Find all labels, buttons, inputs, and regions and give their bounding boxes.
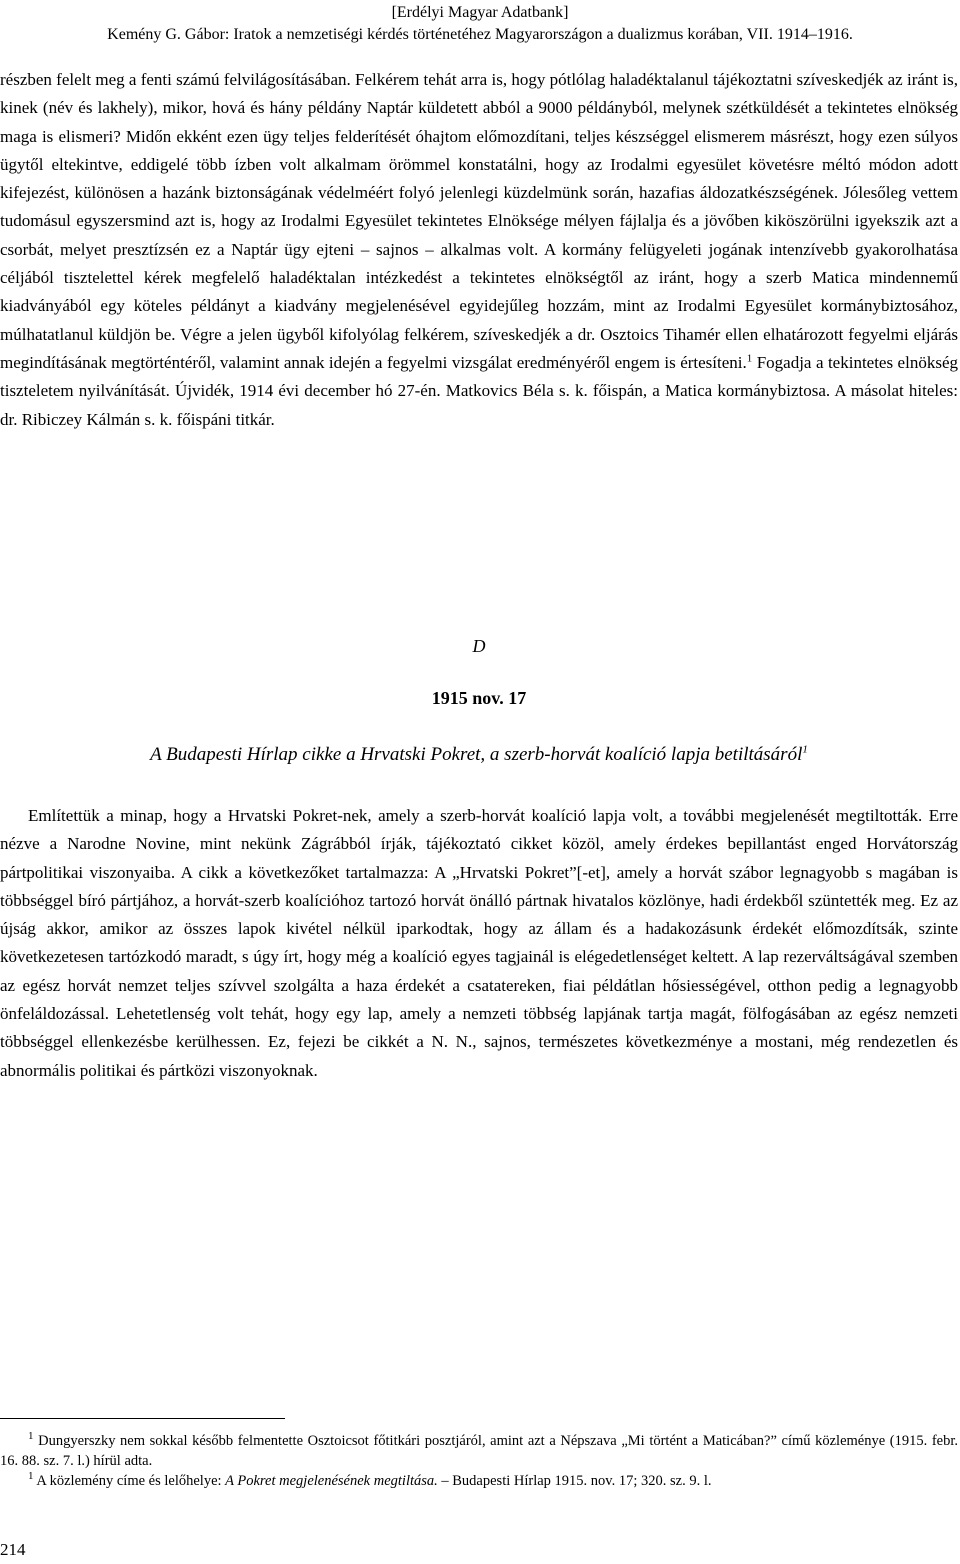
footnote-article-title: A Pokret megjelenésének megtiltása.	[225, 1473, 438, 1489]
document-title	[0, 744, 958, 766]
footnotes	[0, 1431, 958, 1491]
header-source: [Erdélyi Magyar Adatbank]	[391, 4, 569, 21]
document-title-text: A Budapesti Hírlap cikke a Hrvatski Pokret, a szerb-horvát koalíció lapja betiltásáról	[150, 744, 803, 765]
page-number: 214	[0, 1540, 26, 1559]
footnote-number: 1	[28, 1470, 34, 1483]
document-paragraph-1	[0, 66, 958, 434]
document-paragraph-2	[0, 802, 958, 1085]
footnote-text: A közlemény címe és lelőhelye:	[36, 1473, 226, 1489]
paragraph-text: részben felelt meg a fenti számú felvilágosításában. Felkérem tehát arra is, hogy pótlólag haladéktalanul tájékoztatni szíveskedjék az iránt is, kinek (név és lakhely), mikor, hová és hány példány Naptár küldetett abból a 9000 példányból, melynek szétküldését a tekintetes elnökség maga is elismeri? Midőn ekként ezen ügy teljes felderítését óhajtom előmozdítani, teljes készséggel elismerem másrészt, hogy ezen súlyos ügytől eltekintve, eddigelé több ízben volt alkalmam örömmel konstatálni, hogy az Irodalmi egyesület követésre méltó módon adott kifejezést, különösen a hazánk biztonságának védelméért folyó jelenlegi küzdelmünk során, hazafias áldozatkészségének. Jólesőleg vettem tudomásul egyszersmind azt is, hogy az Irodalmi Egyesület tekintetes Elnöksége mélyen fájlalja és a jövőben kiköszörülni igyekszik azt a csorbát, melyet presztízsén ez a Naptár ügy ejteni – sajnos – alkalmas volt. A kormány felügyeleti jogának intenzívebb gyakorolhatása céljából tisztelettel kérek megfelelő haladéktalan intézkedést a tekintetes elnökségtől az iránt, hogy a szerb Matica mindennemű kiadványából egy köteles példányt a kiadvány megjelenésével egyidejűleg hozzám, mint az Irodalmi Egyesület kormánybiztosához, múlhatatlanul küldjön be. Végre a jelen ügyből kifolyólag felkérem, szíveskedjék a dr. Osztoics Tihamér ellen elhatározott fegyelmi eljárás megindításának megtörténtéről, valamint annak idején a fegyelmi vizsgálat eredményéről engem is értesíteni.	[0, 70, 958, 372]
footnote-text: Dungyerszky nem sokkal később felmentette Osztoicsot főtitkári posztjáról, amint azt a Népszava „Mi történt a Maticában?” című közleménye (1915. febr. 16. 88. sz. 7. l.) hírül adta.	[0, 1433, 959, 1469]
footnote-number: 1	[28, 1430, 34, 1443]
footnote-text-continued: – Budapesti Hírlap 1915. nov. 17; 320. sz. 9. l.	[437, 1473, 712, 1489]
footnote-separator	[0, 1418, 285, 1419]
footnote-1	[0, 1431, 958, 1471]
document-date: 1915 nov. 17	[431, 688, 527, 708]
header-book-title: Kemény G. Gábor: Iratok a nemzetiségi kérdés történetéhez Magyarországon a dualizmus korában, VII. 1914–1916.	[107, 26, 853, 43]
footnote-2	[0, 1471, 958, 1491]
paragraph-text: Említettük a minap, hogy a Hrvatski Pokret-nek, amely a szerb-horvát koalíció lapja volt, a további megjelenését megtiltották. Erre nézve a Narodne Novine, mint nekünk Zágrábból írják, tájékoztató cikket közöl, amely érdekes bepillantást enged Horvátország pártpolitikai viszonyaiba. A cikk a következőket tartalmazza: A „Hrvatski Pokret”[-et], amely a horvát szábor legnagyobb s magában is többséggel bíró pártjához, a horvát-szerb koalícióhoz tartozó horvát önálló pártnak hivatalos közlönye, hadi érdekből szüntették meg. Ez az újság akkor, amikor az összes lapok kivétel nélkül iparkodtak, hogy az állam és a hadakozásunk érdekét előmozdítsák, szinte következetesen tartózkodó maradt, s úgy írt, hogy még a koalíció egyes tagjainál is elégedetlenséget keltett. A lap rezerváltságával szemben az egész horvát nemzet teljes szívvel szolgálta a haza érdekét a csatatereken, fiai példátlan hősiességével, otthon pedig a legnagyobb önfeláldozással. Lehetetlenség volt tehát, hogy egy lap, amely a nemzeti többség lapjának tartja magát, fölfogásában az egész nemzeti többséggel ellenkezésbe kerülhessen. Ez, fejezi be cikkét a N. N., sajnos, természetes következménye a mostani, még rendezetlen és abnormális politikai és pártközi viszonyoknak.	[0, 806, 958, 1080]
document-label: D	[472, 636, 486, 656]
footnote-reference: 1	[802, 743, 808, 756]
footnote-reference: 1	[746, 352, 753, 365]
paragraph-text-continued: Fogadja a tekintetes elnökség tiszteletem nyilvánítását. Újvidék, 1914 évi december hó 27-én. Matkovics Béla s. k. főispán, a Matica kormánybiztosa. A másolat hiteles: dr. Ribiczey Kálmán s. k. főispáni titkár.	[0, 352, 958, 429]
page-header	[0, 2, 960, 46]
